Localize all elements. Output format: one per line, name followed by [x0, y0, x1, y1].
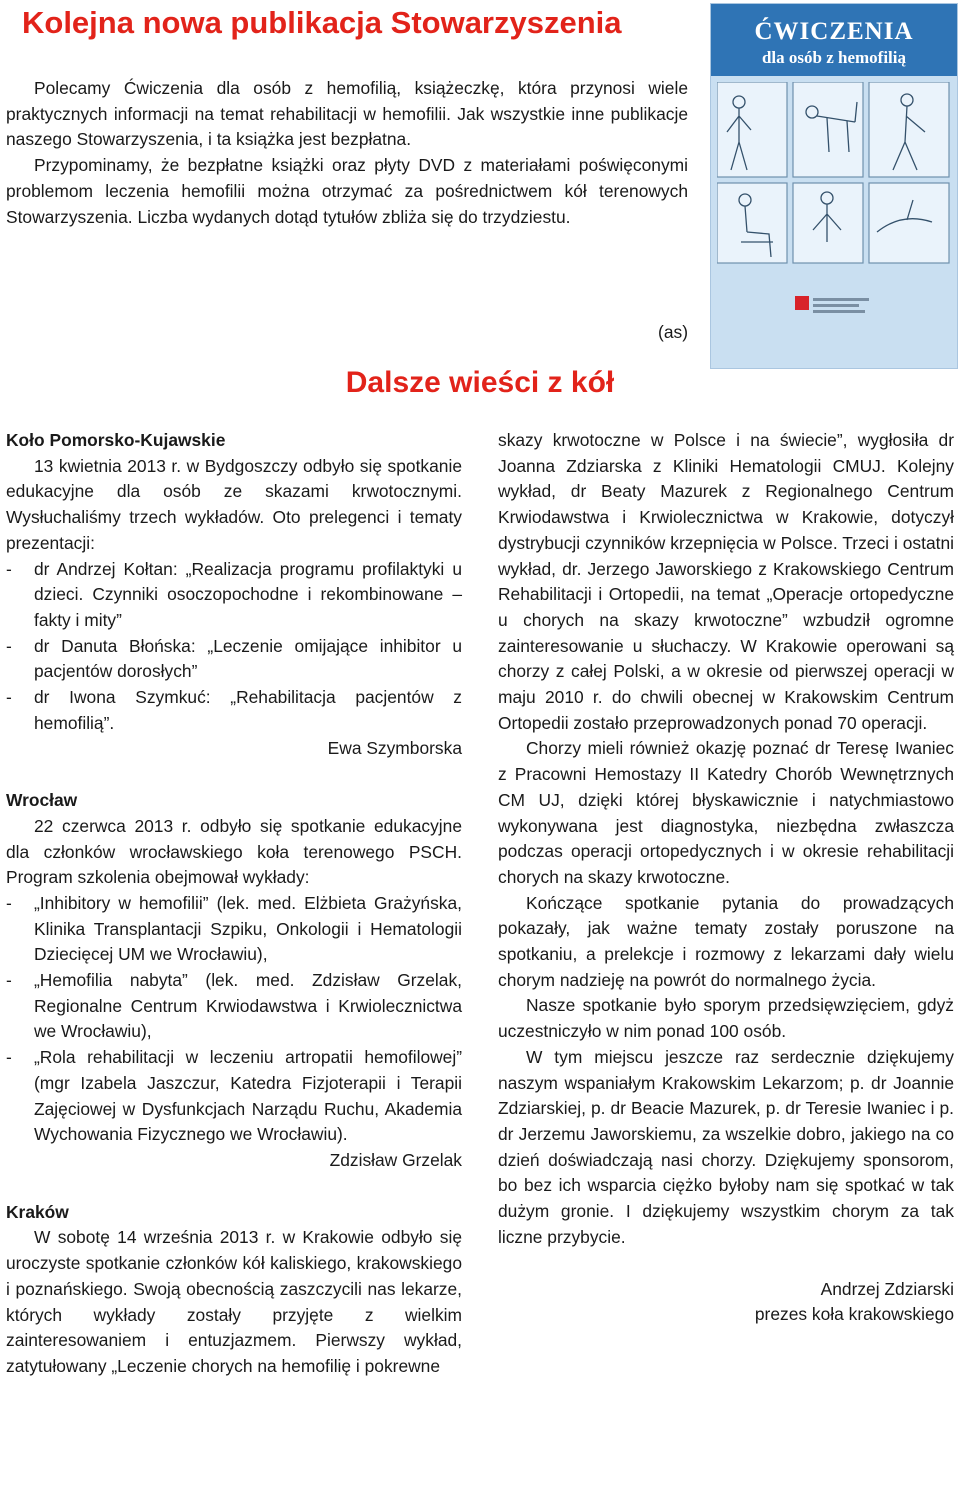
paragraph: Nasze spotkanie było sporym przedsięwzięciem, gdyż uczestniczyło w nim ponad 100 osób. — [498, 995, 954, 1042]
heading-krakow: Kraków — [6, 1201, 69, 1222]
paragraph: Chorzy mieli również okazję poznać dr Teresę Iwaniec z Pracowni Hemostazy II Katedry Chorób Wewnętrznych CM UJ, dzięki której błyskawicznie i natychmiastowo wykonywana jest diagnostyka, niezbędna zwłaszcza podczas operacji ortopedycznych i w okresie rehabilitacji chorych na skazy krwotoczne. — [498, 738, 954, 887]
heading-kolo-pomorsko-kujawskie: Koło Pomorsko-Kujawskie — [6, 430, 226, 450]
paragraph: skazy krwotoczne w Polsce i na świecie”, wygłosiła dr Joanna Zdziarska z Kliniki Hematologii CMUJ. Kolejny wykład, dr Beaty Mazurek z Regionalnego Centrum Krwiodawstwa i Krwiolecznictwa w Krakowie, dotyczył dystrybucji czynników krzepnięcia w Polsce. Trzeci i ostatni wykład, dr. Jerzego Jaworskiego z Krakowskiego Centrum Rehabilitacji i Ortopedii, na temat „Operacje ortopedyczne u chorych na skazy krwotoczne” wzbudził ogromne zainteresowanie u słuchaczy. W Krakowie operowani są chorzy z całej Polski, a w okresie od pierwszej operacji w maju 2010 r. do chwili obecnej w Krakowskim Centrum Ortopedii zostało przeprowadzonych ponad 70 operacji. — [498, 430, 954, 733]
lecture-list — [6, 891, 462, 1148]
cover-subtitle: dla osób z hemofilią — [761, 48, 907, 67]
intro-paragraph: Przypominamy, że bezpłatne książki oraz płyty DVD z materiałami poświęconymi problemom leczenia hemofilii można otrzymać za pośrednictwem kół terenowych Stowarzyszenia. Liczba wydanych dotąd tytułów zbliża się do trzydziestu. — [6, 155, 688, 227]
left-column — [6, 428, 462, 1380]
intro-article — [6, 76, 688, 230]
signature: Zdzisław Grzelak — [329, 1149, 462, 1170]
list-item: - „Rola rehabilitacji w leczeniu artropatii hemofilowej” (mgr Izabela Jaszczur, Katedra Fizjoterapii i Terapii Zajęciowej w Dysfunkcjach Narządu Ruchu, Akademia Wychowania Fizycznego we Wrocławiu). — [6, 1045, 462, 1148]
paragraph: Kończące spotkanie pytania do prowadzących pokazały, jak ważne tematy zostały poruszone na spotkaniu, a prelekcje i rozmowy z lekarzami dały wielu chorym nadzieję na powrót do normalnego życia. — [498, 892, 954, 990]
signature-name: Andrzej Zdziarski — [820, 1278, 954, 1299]
intro-paragraph: Polecamy Ćwiczenia dla osób z hemofilią, książeczkę, która przynosi wiele praktycznych informacji na temat rehabilitacji w hemofilii. Jak wszystkie inne publikacje naszego Stowarzyszenia, i ta książka jest bezpłatna. — [6, 78, 688, 150]
list-item: - dr Andrzej Kołtan: „Realizacja programu profilaktyki u dzieci. Czynniki osoczopochodne i rekombinowane – fakty i mity” — [6, 557, 462, 634]
book-cover-image — [710, 3, 958, 369]
intro-signature: (as) — [658, 322, 688, 342]
cover-title: ĆWICZENIA — [754, 18, 914, 45]
paragraph: W sobotę 14 września 2013 r. w Krakowie odbyło się uroczyste spotkanie członków kół kaliskiego, krakowskiego i poznańskiego. Swoją obecnością zaszczycili nas lekarze, których wykłady zostały przyjęte z wielkim zainteresowaniem i entuzjazmem. Pierwszy wykład, zatytułowany „Leczenie chorych na hemofilię i pokrewne — [6, 1227, 462, 1376]
lecture-list — [6, 557, 462, 737]
paragraph: 13 kwietnia 2013 r. w Bydgoszczy odbyło się spotkanie edukacyjne dla osób ze skazami krwotocznymi. Wysłuchaliśmy trzech wykładów. Oto prelegenci i tematy prezentacji: — [6, 455, 462, 553]
list-item: - dr Danuta Błońska: „Leczenie omijające inhibitor u pacjentów dorosłych” — [6, 634, 462, 685]
heading-wroclaw: Wrocław — [6, 790, 78, 811]
page-title: Kolejna nowa publikacja Stowarzyszenia — [22, 5, 622, 40]
right-column — [498, 428, 954, 1328]
paragraph: W tym miejscu jeszcze raz serdecznie dziękujemy naszym wspaniałym Krakowskim Lekarzom; p. dr Joannie Zdziarskiej, p. dr Beacie Mazurek, p. dr Teresie Iwaniec i p. dr Jerzemu Jaworskiemu, za wszelkie dobro, jakiego na co dzień doświadczają nasi chorzy. Dziękujemy sponsorom, bo bez ich wsparcia ciężko byłoby nam się spotkać w tak dużym gronie. I dziękujemy wszystkim chorym za tak liczne przybycie. — [498, 1046, 954, 1247]
paragraph: 22 czerwca 2013 r. odbyło się spotkanie edukacyjne dla członków wrocławskiego koła terenowego PSCH. Program szkolenia obejmował wykłady: — [6, 815, 462, 888]
list-item: - dr Iwona Szymkuć: „Rehabilitacja pacjentów z hemofilią”. — [6, 685, 462, 736]
list-item: - „Hemofilia nabyta” (lek. med. Zdzisław Grzelak, Regionalne Centrum Krwiodawstwa i Krwiolecznictwa we Wrocławiu), — [6, 968, 462, 1045]
signature: Ewa Szymborska — [327, 738, 462, 759]
list-item: - „Inhibitory w hemofilii” (lek. med. Elżbieta Grażyńska, Klinika Transplantacji Szpiku, Onkologii i Hematologii Dziecięcej UM we Wrocławiu), — [6, 891, 462, 968]
section-title: Dalsze wieści z kół — [345, 366, 615, 399]
signature-role: prezes koła krakowskiego — [754, 1304, 954, 1325]
exercise-illustrations — [717, 82, 951, 362]
